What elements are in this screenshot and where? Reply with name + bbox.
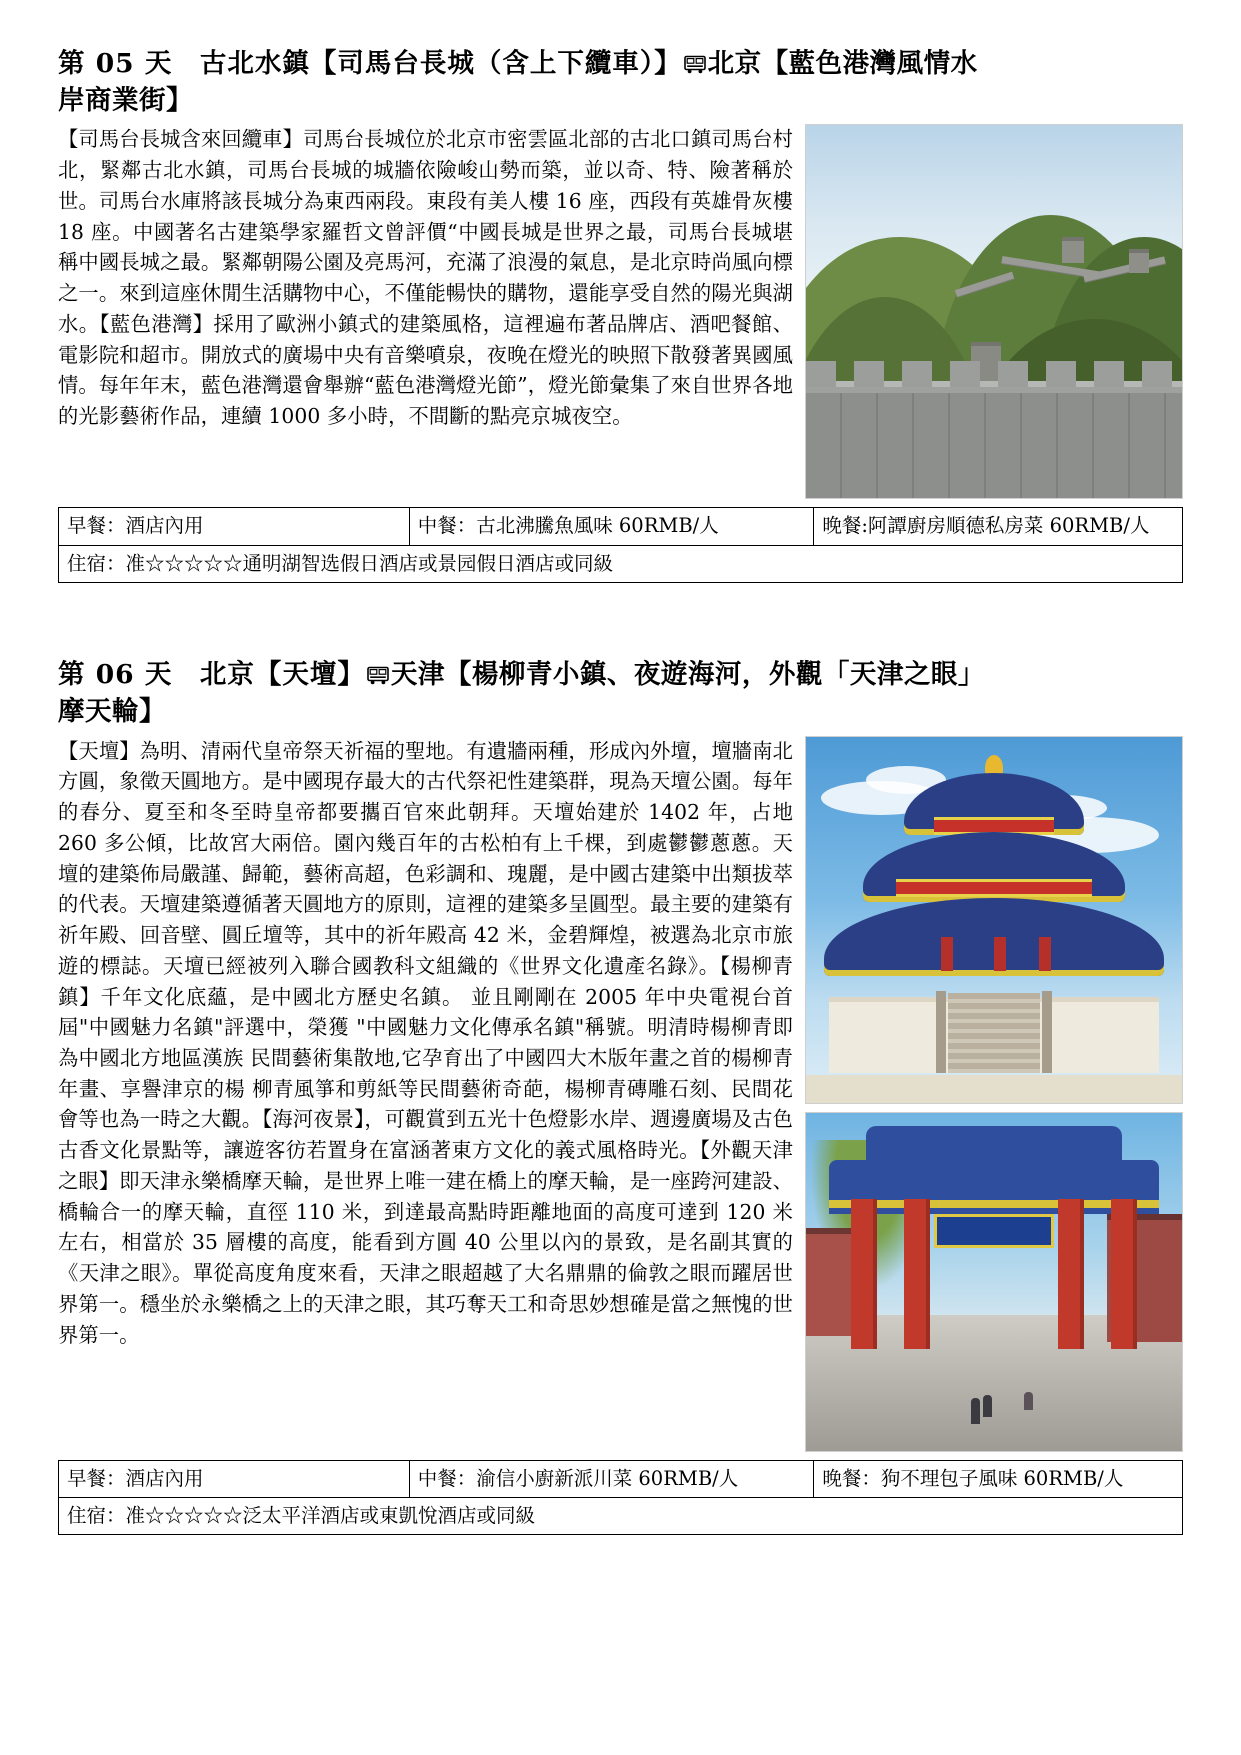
day-06-lunch: 中餐：渝信小廚新派川菜 60RMB/人 — [409, 1460, 814, 1497]
itinerary-day-05 — [58, 46, 1183, 583]
watchtower — [1129, 249, 1149, 273]
day-05-heading-line1b: 北京【藍色港灣風情水 — [707, 48, 978, 79]
day-06-body-wrap — [58, 736, 1183, 1452]
day-05-heading-line1: 第 05 天 古北水鎮【司馬台長城（含上下纜車）】 — [58, 48, 682, 79]
day-05-heading — [58, 46, 1183, 118]
day-05-description: 【司馬台長城含來回纜車】司馬台長城位於北京市密雲區北部的古北口鎮司馬台村北，緊鄰古北水鎮，司馬台長城的城牆依險峻山勢而築，並以奇、特、險著稱於世。司馬台水庫將該長城分為東西兩段。東段有美人樓 16 座，西段有英雄骨灰樓 18 座。中國著名古建築學家羅哲文曾評價“中國長城是世界之最，司馬台長城堪稱中國長城之最。緊鄰朝陽公園及亮馬河，充滿了浪漫的氣息，是北京時尚風向標之一。來到這座休閒生活購物中心，不僅能暢快的購物，還能享受自然的陽光與湖水。【藍色港灣】採用了歐洲小鎮式的建築風格，這裡遍布著品牌店、酒吧餐館、電影院和超市。開放式的廣場中央有音樂噴泉，夜晚在燈光的映照下散發著異國風情。每年年末，藍色港灣還會舉辦“藍色港灣燈光節”，燈光節彙集了來自世界各地的光影藝術作品，連續 1000 多小時，不間斷的點亮京城夜空。 — [58, 127, 793, 429]
table-row — [59, 508, 1183, 545]
marble-terrace-lower — [805, 1075, 1183, 1103]
day-05-lunch: 中餐：古北沸騰魚風味 60RMB/人 — [409, 508, 814, 545]
gate-plaque — [934, 1214, 1054, 1248]
red-column — [941, 937, 953, 971]
day-06-photo-column — [805, 736, 1183, 1452]
day-05-dinner: 晚餐:阿譚廚房順德私房菜 60RMB/人 — [814, 508, 1183, 545]
day-06-breakfast: 早餐：酒店內用 — [59, 1460, 410, 1497]
gate-column — [1111, 1199, 1137, 1349]
day-06-meals-table — [58, 1460, 1183, 1536]
day-06-heading-line1b: 天津【楊柳青小鎮、夜遊海河，外觀「天津之眼」 — [390, 659, 985, 691]
day-06-hotel: 住宿：准☆☆☆☆☆泛太平洋酒店或東凱悅酒店或同級 — [59, 1497, 1183, 1534]
day-05-heading-line2: 岸商業街】 — [58, 85, 193, 117]
gate-upper-roof — [866, 1126, 1122, 1160]
pedestrian — [1024, 1392, 1033, 1410]
day-06-heading-line1: 第 06 天 北京【天壇】 — [58, 659, 365, 691]
watchtower — [1062, 237, 1084, 263]
gate-main-roof — [829, 1160, 1160, 1200]
bus-icon — [367, 659, 389, 694]
pedestrian — [983, 1395, 992, 1417]
staircase — [948, 993, 1040, 1073]
red-column — [994, 937, 1006, 971]
pedestrian — [971, 1398, 980, 1424]
red-column — [1039, 937, 1051, 971]
day-05-breakfast: 早餐：酒店內用 — [59, 508, 410, 545]
wall-battlements — [806, 361, 1182, 387]
day-06-heading — [58, 657, 1183, 729]
day-05-photo-column — [805, 124, 1183, 499]
stair-railing — [936, 991, 946, 1073]
table-row — [59, 1460, 1183, 1497]
middle-eave-band — [896, 879, 1092, 897]
simatai-great-wall-photo — [805, 124, 1183, 499]
day-05-body-wrap — [58, 124, 1183, 499]
gate-column — [904, 1199, 930, 1349]
yangliuqing-street-photo — [805, 1112, 1183, 1452]
wall-walkway — [806, 387, 1182, 499]
day-05-meals-table — [58, 507, 1183, 583]
gate-column — [1058, 1199, 1084, 1349]
section-spacer — [58, 593, 1183, 657]
day-06-description: 【天壇】為明、清兩代皇帝祭天祈福的聖地。有遺牆兩種，形成內外壇，壇牆南北方圓，象徵天圓地方。是中國現存最大的古代祭祀性建築群，現為天壇公園。每年的春分、夏至和冬至時皇帝都要攜百官來此朝拜。天壇始建於 1402 年，占地 260 多公傾，比故宮大兩倍。園內幾百年的古松柏有上千棵，到處鬱鬱蔥蔥。天壇的建築佈局嚴謹、歸範，藝術高超，色彩調和、瑰麗，是中國古建築中出類拔萃的代表。天壇建築遵循著天圓地方的原則，這裡的建築多呈圓型。最主要的建築有祈年殿、回音壁、圓丘壇等，其中的祈年殿高 42 米，金碧輝煌，被選為北京市旅遊的標誌。天壇已經被列入聯合國教科文組織的《世界文化遺產名錄》。【楊柳青鎮】千年文化底蘊，是中國北方歷史名鎮。 並且剛剛在 2005 年中央電視台首屆"中國魅力名鎮"評選中，榮獲 "中國魅力文化傳承名鎮"稱號。明清時楊柳青即為中國北方地區漢族 民間藝術集散地,它孕育出了中國四大木版年畫之首的楊柳青年畫、享譽津京的楊 柳青風箏和剪紙等民間藝術奇葩，楊柳青磚雕石刻、民間花會等也為一時之大觀。【海河夜景】，可觀賞到五光十色燈影水岸、週邊廣場及古色古香文化景點等，讓遊客彷若置身在富涵著東方文化的義式風格時光。【外觀天津之眼】即天津永樂橋摩天輪，是世界上唯一建在橋上的摩天輪，是一座跨河建設、橋輪合一的摩天輪，直徑 110 米，到達最高點時距離地面的高度可達到 120 米左右，相當於 35 層樓的高度，能看到方圓 40 公里以內的景致，是名副其實的《天津之眼》。單從高度角度來看，天津之眼超越了大名鼎鼎的倫敦之眼而躍居世界第一。穩坐於永樂橋之上的天津之眼，其巧奪天工和奇思妙想確是當之無愧的世界第一。 — [58, 738, 793, 1347]
day-06-heading-line2: 摩天輪】 — [58, 696, 166, 728]
gate-column — [851, 1199, 877, 1349]
temple-of-heaven-photo — [805, 736, 1183, 1104]
table-row — [59, 545, 1183, 582]
bus-icon — [684, 48, 706, 83]
day-06-dinner: 晚餐：狗不理包子風味 60RMB/人 — [814, 1460, 1183, 1497]
day-05-hotel: 住宿：准☆☆☆☆☆通明湖智选假日酒店或景园假日酒店或同級 — [59, 545, 1183, 582]
table-row — [59, 1497, 1183, 1534]
stair-railing — [1042, 991, 1052, 1073]
itinerary-day-06 — [58, 657, 1183, 1535]
